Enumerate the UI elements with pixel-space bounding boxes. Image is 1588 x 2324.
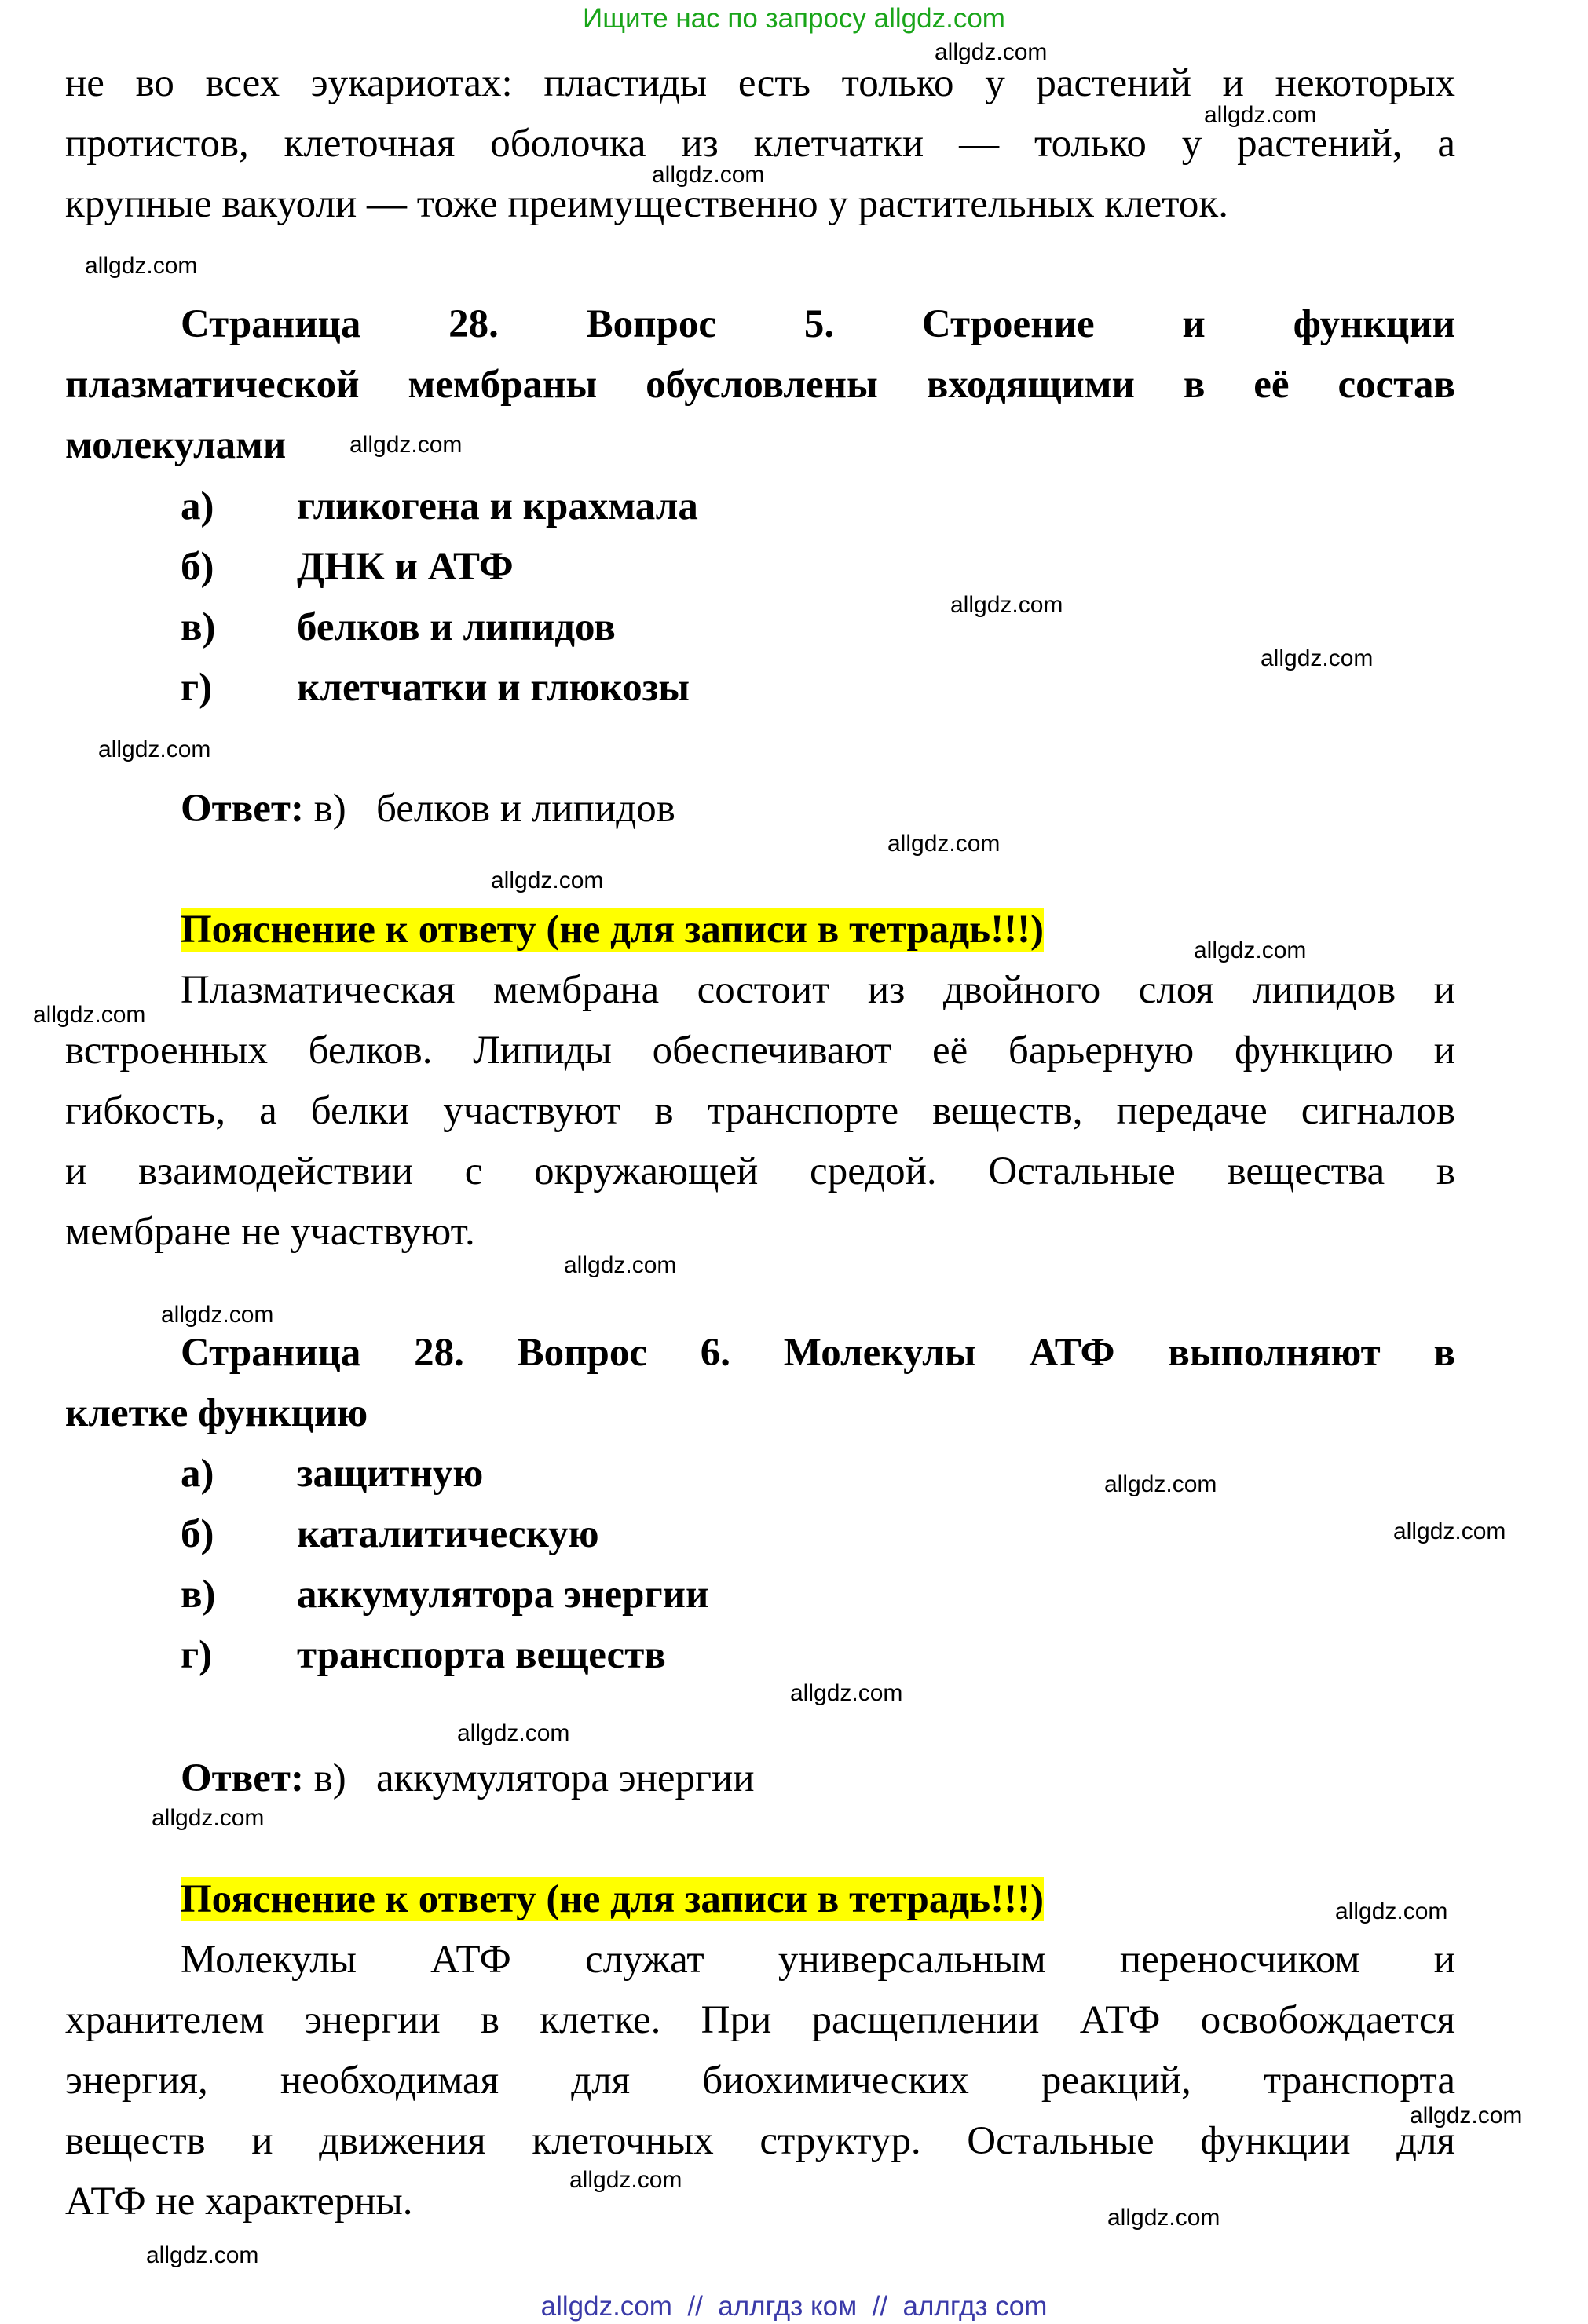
q5-heading-word: Строение [921,302,1095,346]
q6-option-letter: г) [181,1633,213,1677]
q5-heading-line-2: плазматической мембраны обусловлены входящими в её состав [65,363,1455,407]
q6-answer-label: Ответ: [181,1756,304,1800]
watermark: allgdz.com [652,162,765,188]
q5-heading-word: и [1182,302,1206,346]
q5-heading-word: функции [1293,302,1455,346]
q6-note-label: Пояснение к ответу (не для записи в тетрадь!!!) [181,1877,1045,1921]
q5-option-letter: а) [181,484,214,528]
watermark: allgdz.com [146,2242,259,2268]
watermark: allgdz.com [98,736,211,762]
q5-heading-page: Страница 28. Вопрос 5. [181,302,835,346]
watermark: allgdz.com [1393,1518,1506,1544]
q5-explanation-line-5: мембране не участвуют. [65,1210,475,1254]
q5-explanation-line-1: Плазматическая мембрана состоит из двойного слоя липидов и [181,968,1455,1012]
q6-answer [181,1748,755,1809]
q6-heading-word: в [1433,1331,1455,1375]
watermark: allgdz.com [887,831,1001,857]
watermark: allgdz.com [950,592,1063,618]
q5-option-text: гликогена и крахмала [297,484,698,528]
q5-option-text: ДНК и АТФ [297,545,514,589]
q5-answer-label: Ответ: [181,787,304,831]
q5-heading-line-1 [181,294,1455,355]
top-banner: Ищите нас по запросу allgdz.com [583,3,1005,34]
footer-links[interactable]: allgdz.com // аллгдз ком // аллгдз com [540,2291,1048,2322]
intro-line-3: крупные вакуоли — тоже преимущественно у растительных клеток. [65,182,1228,226]
q6-explanation-line-3: энергия, необходимая для биохимических реакций, транспорта [65,2059,1455,2103]
watermark: allgdz.com [1204,102,1317,128]
q5-answer-value: в) белков и липидов [313,787,675,831]
q6-option-text: аккумулятора энергии [297,1573,709,1617]
q5-option-text: клетчатки и глюкозы [297,666,690,710]
q5-option-text: белков и липидов [297,605,616,649]
q6-explanation-line-5: АТФ не характерны. [65,2180,413,2224]
q6-explanation-line-4: веществ и движения клеточных структур. Остальные функции для [65,2119,1455,2163]
q6-explanation-line-1: Молекулы АТФ служат универсальным переносчиком и [181,1938,1455,1982]
intro-line-1: не во всех эукариотах: пластиды есть только у растений и некоторых [65,61,1455,105]
q5-option-letter: в) [181,605,216,649]
watermark: allgdz.com [1261,645,1374,671]
q6-heading-word: Молекулы [783,1331,976,1375]
watermark: allgdz.com [349,432,463,458]
watermark: allgdz.com [935,39,1048,65]
q5-note-label: Пояснение к ответу (не для записи в тетрадь!!!) [181,908,1045,952]
q6-answer-value: в) аккумулятора энергии [313,1756,755,1800]
watermark: allgdz.com [1194,937,1307,963]
q5-explanation-line-4: и взаимодействии с окружающей средой. Остальные вещества в [65,1149,1455,1193]
q5-answer [181,779,675,839]
q5-heading-line-3: молекулами [65,423,287,467]
intro-line-2: протистов, клеточная оболочка из клетчатки — только у растений, а [65,122,1455,166]
watermark: allgdz.com [1104,1471,1217,1497]
q5-option-letter: г) [181,666,213,710]
watermark: allgdz.com [1107,2205,1220,2231]
q6-option-text: каталитическую [297,1512,599,1556]
q6-option-letter: в) [181,1573,216,1617]
q6-heading-line-2: клетке функцию [65,1391,368,1435]
q6-heading-word: выполняют [1168,1331,1381,1375]
q5-option-letter: б) [181,545,214,589]
watermark: allgdz.com [161,1302,274,1328]
watermark: allgdz.com [1335,1898,1448,1924]
q6-heading-line-1 [181,1323,1455,1383]
watermark: allgdz.com [491,868,604,893]
q6-heading-page: Страница 28. Вопрос 6. [181,1331,730,1375]
q6-option-text: транспорта веществ [297,1633,666,1677]
q6-explanation-line-2: хранителем энергии в клетке. При расщеплении АТФ освобождается [65,1998,1455,2042]
q5-explanation-line-2: встроенных белков. Липиды обеспечивают её барьерную функцию и [65,1029,1455,1072]
watermark: allgdz.com [564,1252,677,1278]
q6-note [181,1869,1044,1930]
watermark: allgdz.com [85,253,198,279]
watermark: allgdz.com [152,1805,265,1831]
watermark: allgdz.com [1410,2103,1523,2129]
watermark: allgdz.com [33,1002,146,1028]
q5-explanation-line-3: гибкость, а белки участвуют в транспорте веществ, передаче сигналов [65,1089,1455,1133]
watermark: allgdz.com [457,1720,570,1746]
watermark: allgdz.com [790,1680,903,1706]
q6-option-letter: а) [181,1452,214,1496]
q5-note [181,900,1044,960]
watermark: allgdz.com [569,2167,682,2193]
q6-option-text: защитную [297,1452,484,1496]
q6-heading-word: АТФ [1029,1331,1115,1375]
q6-option-letter: б) [181,1512,214,1556]
